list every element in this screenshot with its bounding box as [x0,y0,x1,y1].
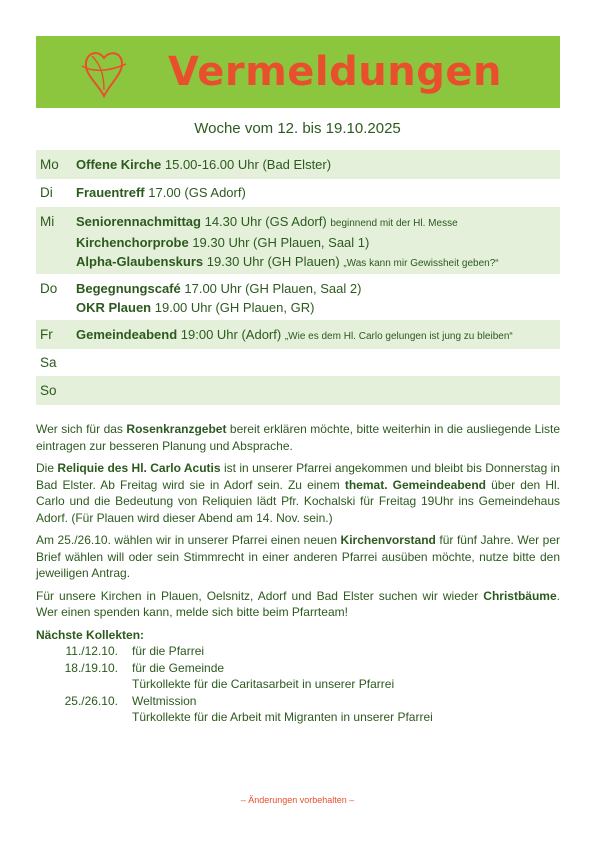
kollekte-row [36,709,560,726]
event-item [76,155,560,174]
event-name: Seniorennachmittag [76,214,201,229]
event-name: Kirchenchorprobe [76,235,189,250]
day-row-saturday [36,349,560,376]
day-name: So [40,383,57,398]
event-item [76,183,560,202]
event-time: 19:00 Uhr (Adorf) [180,327,282,342]
day-name: Do [40,281,58,296]
day-row-friday [36,320,560,349]
event-name: OKR Plauen [76,300,152,315]
kollekte-purpose: Türkollekte für die Caritasarbeit in unserer Pfarrei [132,677,395,691]
day-name: Fr [40,327,53,342]
kollekte-row [36,693,560,710]
day-row-thursday [36,274,560,320]
event-name: Gemeindeabend [76,327,178,342]
event-note: „Wie es dem Hl. Carlo gelungen ist jung zu bleiben“ [284,331,513,342]
event-name: Offene Kirche [76,157,162,172]
kollekte-date: 25./26.10. [64,693,118,708]
kollekte-date [36,676,132,693]
kollekte-purpose: für die Gemeinde [132,660,225,675]
footer-note: – Änderungen vorbehalten – [240,795,355,805]
event-time: 19.30 Uhr (GH Plauen, Saal 1) [192,235,370,250]
week-heading: Woche vom 12. bis 19.10.2025 [194,120,401,137]
page-title: Vermeldungen [168,49,502,95]
header-banner [36,36,560,108]
kollekten-heading: Nächste Kollekten: [36,627,145,642]
day-name: Di [40,185,53,200]
event-item [76,279,560,298]
paragraph-reliquie: Die Reliquie des Hl. Carlo Acutis ist in unserer Pfarrei angekommen und bleibt bis Donnerstag in Bad Elster. Ab Freitag wird sie in Adorf sein. Zu einem themat. Gemeindeabend über den Hl. Carlo und die Bedeutung von Reliquien lädt Pfr. Kochalski für Freitag 19Uhr ins Gemeindehaus Adorf. (Für Plauen wird dieser Abend am 14. Nov. sein.) [36,461,560,525]
kollekte-purpose: Türkollekte für die Arbeit mit Migranten in unserer Pfarrei [132,710,433,724]
event-name: Frauentreff [76,185,145,200]
day-name: Mi [40,214,55,229]
event-name: Alpha-Glaubenskurs [76,254,204,269]
kollekte-date: 11./12.10. [65,644,118,658]
event-note: „Was kann mir Gewissheit geben?“ [343,258,499,269]
day-name: Sa [40,355,57,370]
day-row-sunday [36,376,560,405]
event-time: 19.00 Uhr (GH Plauen, GR) [154,300,315,315]
event-item [76,298,560,317]
heart-pin-logo-icon [78,44,130,100]
event-item [76,252,560,273]
kollekte-row [36,643,560,660]
paragraph-rosenkranz: Wer sich für das Rosenkranzgebet bereit erklären möchte, bitte weiterhin in die ausliegende Liste eintragen zur besseren Planung und Absprache. [36,422,560,453]
kollekte-purpose: für die Pfarrei [132,644,205,658]
event-time: 14.30 Uhr (GS Adorf) [204,214,327,229]
day-row-tuesday [36,179,560,207]
paragraph-kirchenvorstand: Am 25./26.10. wählen wir in unserer Pfarrei einen neuen Kirchenvorstand für fünf Jahre. Wer per Brief wählen will oder sein Stimmrecht in einer anderen Pfarrei ausüben möchte, nutze bitte den jeweiligen Antrag. [36,533,560,580]
day-row-monday [36,150,560,179]
kollekte-row [36,676,560,693]
event-time: 17.00 (GS Adorf) [148,185,246,200]
day-row-wednesday [36,207,560,274]
event-item [76,212,560,233]
event-item [76,325,560,346]
event-item [76,233,560,252]
kollekte-purpose: Weltmission [132,693,197,708]
paragraph-christbaeume: Für unsere Kirchen in Plauen, Oelsnitz, Adorf und Bad Elster suchen wir wieder Christbäume. Wer einen spenden kann, melde sich bitte beim Pfarrteam! [36,588,560,619]
event-note: beginnend mit der Hl. Messe [330,218,458,229]
event-time: 19.30 Uhr (GH Plauen) [206,254,340,269]
weekly-schedule [36,150,560,405]
day-name: Mo [40,157,59,172]
announcements [36,421,560,726]
event-time: 17.00 Uhr (GH Plauen, Saal 2) [184,281,362,296]
kollekte-date: 18./19.10. [64,660,118,675]
kollekte-row [36,660,560,677]
event-time: 15.00-16.00 Uhr (Bad Elster) [164,157,332,172]
event-name: Begegnungscafé [76,281,181,296]
kollekte-date [36,709,132,726]
